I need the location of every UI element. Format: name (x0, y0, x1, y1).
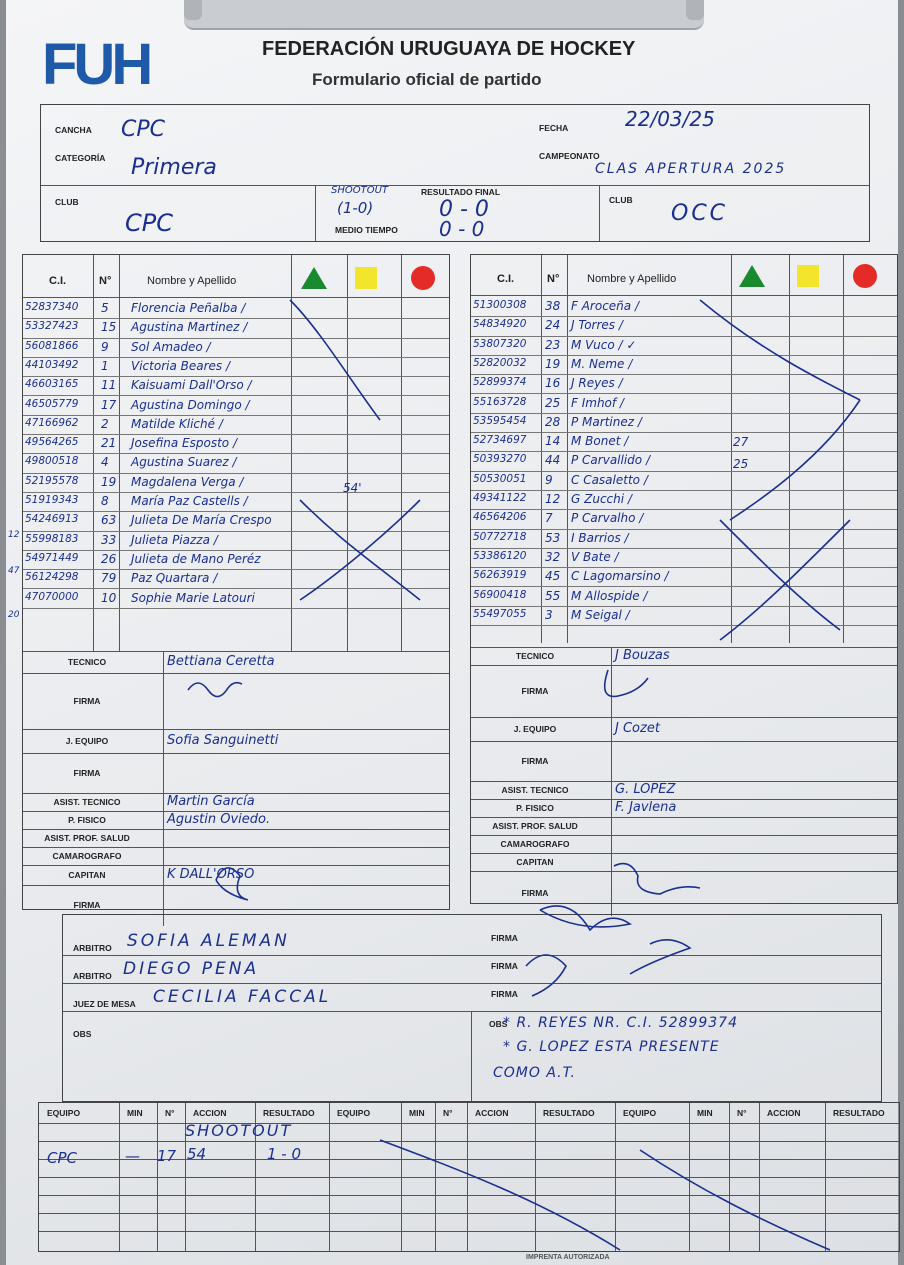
obs-line-1: * R. REYES NR. C.I. 52899374 (503, 1015, 738, 1031)
player-ci: 50772718 (473, 530, 527, 543)
events-header-cell: ACCION (767, 1108, 801, 1118)
staff-row (471, 799, 897, 818)
player-name: F Aroceña / (571, 299, 639, 313)
player-number: 53 (545, 530, 561, 545)
player-ci: 56263919 (473, 569, 527, 582)
player-name: G Zucchi / (571, 492, 632, 506)
side-mark: 12 (8, 530, 20, 540)
player-name: Paz Quartara / (131, 571, 218, 586)
player-name: P Carvallido / (571, 453, 650, 468)
player-name: Magdalena Verga / (131, 474, 244, 489)
player-ci: 50530051 (473, 472, 527, 485)
staff-value: Sofia Sanguinetti (167, 733, 279, 748)
staff-value: J Cozet (615, 721, 660, 736)
staff-label: CAPITAN (516, 857, 554, 867)
player-name: J Torres / (571, 318, 623, 333)
match-info-box (40, 104, 870, 242)
ci-header: C.I. (49, 275, 67, 287)
obs-right-label: OBS (489, 1019, 508, 1029)
player-row (471, 374, 897, 394)
staff-value: F. Javlena (615, 800, 677, 815)
player-number: 63 (101, 513, 117, 528)
events-header-cell: EQUIPO (623, 1108, 657, 1118)
cancha-label: CANCHA (55, 125, 92, 135)
player-number: 3 (545, 607, 553, 622)
form-subtitle: Formulario oficial de partido (312, 70, 542, 89)
player-row (23, 396, 449, 416)
player-name: C Lagomarsino / (571, 569, 669, 584)
name-header: Nombre y Apellido (587, 273, 677, 285)
player-number: 26 (101, 551, 117, 566)
player-row (23, 569, 449, 589)
arbitro1-value: SOFIA ALEMAN (127, 931, 290, 951)
staff-label: FIRMA (521, 686, 549, 696)
player-row (23, 453, 449, 473)
staff-row (471, 741, 897, 782)
events-header-cell: N° (443, 1108, 453, 1118)
player-name: M Bonet / (571, 434, 629, 449)
fuh-logo: FUH (42, 32, 150, 97)
player-ci: 55998183 (25, 532, 79, 545)
player-number: 5 (101, 301, 109, 315)
events-header-cell: RESULTADO (833, 1108, 885, 1118)
player-ci: 49341122 (473, 492, 527, 504)
player-row (23, 492, 449, 512)
green-card-icon (739, 265, 765, 287)
staff-label: TECNICO (67, 657, 107, 667)
player-ci: 56081866 (25, 339, 79, 352)
arbitro2-label: ARBITRO (73, 971, 112, 981)
player-name: P Martinez / (571, 414, 642, 429)
staff-row (471, 853, 897, 872)
staff-label: J. EQUIPO (513, 724, 557, 734)
player-name: I Barrios / (571, 530, 629, 545)
juez-label: JUEZ DE MESA (73, 999, 136, 1009)
staff-value: J Bouzas (615, 648, 670, 663)
events-header-cell: EQUIPO (337, 1108, 371, 1118)
staff-label: P. FISICO (516, 803, 554, 813)
obs-line-3: COMO A.T. (493, 1065, 576, 1081)
staff-label: CAPITAN (68, 870, 106, 880)
events-header-cell: MIN (127, 1108, 143, 1118)
staff-value: Bettiana Ceretta (167, 654, 275, 669)
staff-row (23, 729, 449, 754)
player-row (471, 529, 897, 549)
staff-row (23, 847, 449, 866)
staff-row (23, 673, 449, 730)
player-row (23, 357, 449, 377)
player-row (23, 511, 449, 531)
player-ci: 52820032 (473, 356, 527, 369)
staff-row (471, 781, 897, 800)
obs-line-2: * G. LOPEZ ESTA PRESENTE (503, 1039, 720, 1055)
player-row (471, 606, 897, 626)
staff-label: FIRMA (521, 756, 549, 766)
yellow-card-icon (355, 267, 377, 289)
yellow-card-icon (797, 265, 819, 287)
player-number: 4 (101, 455, 109, 470)
player-number: 24 (545, 318, 561, 333)
player-number: 15 (101, 320, 117, 335)
player-number: 55 (545, 588, 561, 603)
player-name: Julieta Piazza / (131, 532, 218, 547)
staff-row (471, 665, 897, 718)
side-mark: 47 (8, 566, 20, 576)
player-ci: 47070000 (25, 590, 79, 603)
cancha-value: CPC (121, 117, 165, 142)
player-ci: 49564265 (25, 436, 79, 449)
event-min: — (125, 1147, 140, 1165)
event-accion: 54 (187, 1145, 207, 1163)
firma2-label: FIRMA (491, 961, 518, 971)
player-row (23, 550, 449, 570)
player-number: 28 (545, 414, 561, 429)
player-row (471, 413, 897, 433)
staff-label: ASIST. PROF. SALUD (44, 833, 130, 843)
player-name: Kaisuami Dall'Orso / (131, 378, 252, 393)
resultado-label: RESULTADO FINAL (421, 187, 501, 197)
club-visit-value: OCC (671, 201, 729, 226)
staff-label: TECNICO (515, 651, 555, 661)
player-name: Florencia Peñalba / (131, 301, 246, 315)
player-ci: 54971449 (25, 551, 79, 564)
club-local-label: CLUB (55, 197, 79, 207)
firma1-label: FIRMA (491, 933, 518, 943)
fecha-value: 22/03/25 (625, 107, 715, 131)
fecha-label: FECHA (539, 123, 569, 133)
events-table (38, 1102, 900, 1252)
player-ci: 53595454 (473, 414, 527, 427)
player-row (471, 316, 897, 336)
clipboard-clip (184, 0, 704, 30)
club-visit-label: CLUB (609, 195, 633, 205)
events-header-cell: N° (165, 1108, 175, 1118)
player-number: 79 (101, 571, 117, 586)
events-header-cell: RESULTADO (263, 1108, 315, 1118)
shootout-note: SHOOTOUT (331, 185, 389, 196)
player-ci: 52734697 (473, 434, 527, 447)
green-card-icon (301, 267, 327, 289)
staff-row (23, 865, 449, 886)
player-ci: 56900418 (473, 588, 527, 601)
events-header-cell: N° (737, 1108, 747, 1118)
staff-row (23, 793, 449, 812)
player-number: 9 (545, 472, 553, 487)
club-local-value: CPC (125, 209, 173, 237)
player-number: 16 (545, 376, 561, 391)
staff-label: FIRMA (73, 696, 101, 706)
events-header-cell: RESULTADO (543, 1108, 595, 1118)
player-name: Agustina Domingo / (131, 397, 250, 412)
player-row (471, 297, 897, 317)
staff-label: CAMAROGRAFO (52, 851, 122, 861)
player-name: P Carvalho / (571, 511, 644, 526)
player-name: Victoria Beares / (131, 358, 231, 373)
staff-row (23, 811, 449, 830)
player-row (23, 376, 449, 396)
player-number: 38 (545, 299, 561, 313)
staff-row (23, 829, 449, 848)
staff-label: J. EQUIPO (65, 736, 109, 746)
staff-label: CAMAROGRAFO (500, 839, 570, 849)
player-row (471, 336, 897, 356)
medio-value: 0 - 0 (439, 217, 485, 241)
staff-row (471, 871, 897, 916)
staff-label: ASIST. TECNICO (501, 785, 569, 795)
player-number: 7 (545, 511, 553, 526)
player-ci: 51300308 (473, 299, 527, 311)
juez-value: CECILIA FACCAL (153, 987, 332, 1007)
staff-row (23, 753, 449, 794)
player-ci: 46603165 (25, 378, 79, 391)
staff-value: Martin García (167, 794, 255, 809)
player-ci: 56124298 (25, 571, 79, 584)
campeonato-value: CLAS APERTURA 2025 (595, 161, 787, 177)
red-card-icon (853, 264, 877, 288)
player-ci: 44103492 (25, 358, 79, 371)
staff-label: ASIST. TECNICO (53, 797, 121, 807)
player-row (471, 355, 897, 375)
staff-label: P. FISICO (68, 815, 106, 825)
player-number: 10 (101, 590, 117, 605)
player-ci: 47166962 (25, 416, 79, 429)
match-form-sheet (6, 0, 898, 1265)
player-row (23, 415, 449, 435)
medio-label: MEDIO TIEMPO (335, 225, 398, 235)
player-name: M Allospide / (571, 588, 648, 603)
player-number: 9 (101, 339, 109, 354)
player-name: M Seigal / (571, 607, 630, 622)
player-ci: 53807320 (473, 337, 527, 350)
ci-header: C.I. (497, 273, 515, 285)
player-number: 19 (545, 356, 561, 371)
player-number: 11 (101, 378, 117, 393)
staff-row (471, 817, 897, 836)
player-number: 2 (101, 416, 109, 431)
player-ci: 50393270 (473, 453, 527, 466)
player-number: 12 (545, 492, 561, 506)
time-mark: 25 (733, 457, 749, 471)
events-header-cell: ACCION (475, 1108, 509, 1118)
player-row (471, 587, 897, 607)
player-number: 45 (545, 569, 561, 584)
player-name: Sophie Marie Latouri (131, 590, 255, 605)
name-header: Nombre y Apellido (147, 275, 237, 287)
right-team-table (470, 254, 898, 904)
events-header-cell: MIN (409, 1108, 425, 1118)
player-number: 19 (101, 474, 117, 489)
player-name: Julieta De María Crespo (131, 513, 272, 528)
player-ci: 55163728 (473, 395, 527, 408)
player-name: Julieta de Mano Peréz (131, 551, 261, 566)
player-ci: 49800518 (25, 455, 79, 468)
player-number: 33 (101, 532, 117, 547)
obs-label: OBS (73, 1029, 92, 1039)
federation-title: FEDERACIÓN URUGUAYA DE HOCKEY (262, 38, 636, 60)
shootout-label: SHOOTOUT (185, 1121, 293, 1140)
side-mark: 20 (8, 610, 20, 620)
player-ci: 52195578 (25, 474, 79, 487)
event-num: 17 (157, 1147, 177, 1165)
num-header: N° (99, 275, 112, 287)
staff-label: FIRMA (73, 768, 101, 778)
player-ci: 46505779 (25, 397, 79, 410)
firma3-label: FIRMA (491, 989, 518, 999)
player-row (23, 299, 449, 319)
player-number: 1 (101, 358, 109, 373)
events-header-cell: ACCION (193, 1108, 227, 1118)
player-number: 14 (545, 434, 561, 449)
time-mark: 27 (733, 435, 749, 449)
staff-label: FIRMA (73, 900, 101, 910)
officials-box (62, 914, 882, 1102)
player-ci: 53386120 (473, 549, 527, 562)
event-resultado: 1 - 0 (267, 1145, 302, 1163)
player-row (23, 338, 449, 358)
player-row (471, 490, 897, 510)
staff-label: ASIST. PROF. SALUD (492, 821, 578, 831)
staff-row (471, 717, 897, 742)
player-ci: 52899374 (473, 376, 527, 389)
player-row (23, 434, 449, 454)
player-name: Matilde Kliché / (131, 416, 223, 431)
events-header-cell: EQUIPO (47, 1108, 81, 1118)
player-ci: 52837340 (25, 301, 79, 313)
events-header-cell: MIN (697, 1108, 713, 1118)
time-mark: 54' (343, 481, 362, 495)
staff-row (23, 651, 449, 674)
staff-value: Agustin Oviedo. (167, 812, 271, 827)
player-row (23, 531, 449, 551)
categoria-label: CATEGORÍA (55, 153, 106, 163)
player-number: 21 (101, 436, 117, 451)
player-name: María Paz Castells / (131, 494, 248, 508)
player-ci: 46564206 (473, 511, 527, 524)
player-name: M. Neme / (571, 356, 633, 371)
player-name: C Casaletto / (571, 472, 648, 487)
player-name: V Bate / (571, 549, 619, 564)
arbitro1-label: ARBITRO (73, 943, 112, 953)
player-row (23, 318, 449, 338)
player-name: Agustina Martinez / (131, 320, 248, 335)
player-row (471, 451, 897, 471)
player-row (471, 509, 897, 529)
player-ci: 51919343 (25, 494, 79, 506)
player-name: M Vuco / ✓ (571, 337, 637, 352)
player-row (471, 471, 897, 491)
player-number: 25 (545, 395, 561, 410)
player-name: F Imhof / (571, 395, 624, 410)
staff-value: G. LOPEZ (615, 782, 676, 797)
num-header: N° (547, 273, 560, 285)
player-name: Sol Amadeo / (131, 339, 211, 354)
player-number: 32 (545, 549, 561, 564)
player-row (23, 473, 449, 493)
player-row (23, 589, 449, 609)
player-row (471, 548, 897, 568)
red-card-icon (411, 266, 435, 290)
player-number: 44 (545, 453, 561, 468)
staff-label: FIRMA (521, 888, 549, 898)
player-ci: 55497055 (473, 607, 527, 620)
player-ci: 53327423 (25, 320, 79, 333)
categoria-value: Primera (131, 155, 217, 180)
player-ci: 54246913 (25, 513, 79, 526)
player-name: Josefina Esposto / (131, 436, 237, 451)
staff-value: K DALL'ORSO (167, 867, 255, 882)
player-row (471, 567, 897, 587)
event-equipo: CPC (47, 1149, 77, 1167)
footer-text: IMPRENTA AUTORIZADA (526, 1254, 610, 1261)
staff-row (471, 835, 897, 854)
player-row (471, 394, 897, 414)
player-name: J Reyes / (571, 376, 623, 391)
player-name: Agustina Suarez / (131, 455, 237, 470)
arbitro2-value: DIEGO PENA (123, 959, 260, 979)
player-row (471, 432, 897, 452)
shootout-score: (1-0) (337, 199, 374, 217)
player-number: 17 (101, 397, 117, 412)
resultado-value: 0 - 0 (439, 197, 489, 222)
player-number: 8 (101, 494, 109, 508)
player-number: 23 (545, 337, 561, 352)
left-team-table (22, 254, 450, 910)
player-ci: 54834920 (473, 318, 527, 331)
campeonato-label: CAMPEONATO (539, 151, 600, 161)
staff-row (471, 647, 897, 666)
